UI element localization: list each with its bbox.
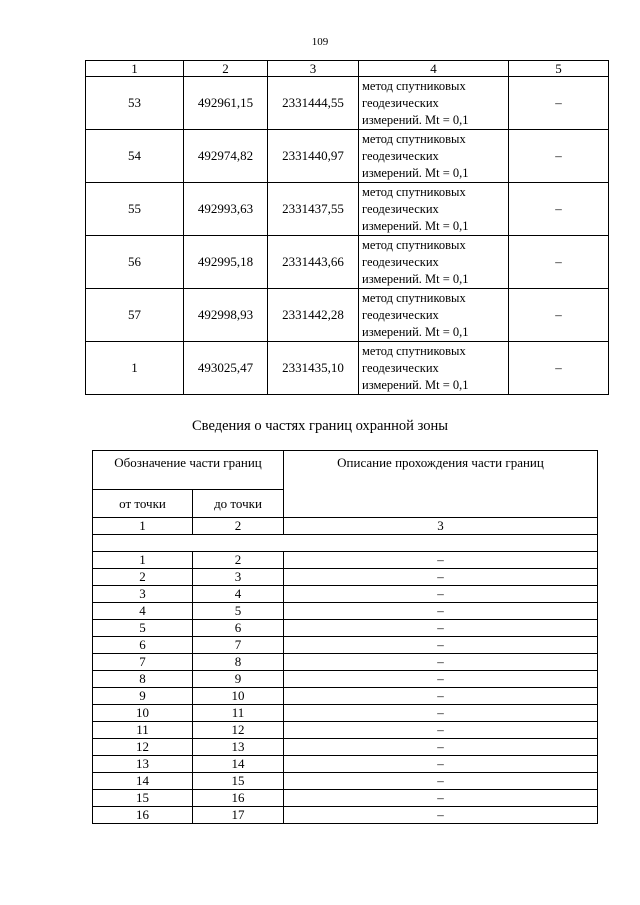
to-point-cell: 14	[193, 756, 284, 773]
from-point-cell: 8	[93, 671, 193, 688]
point-number-cell: 55	[86, 183, 184, 236]
header-from-point: от точки	[93, 490, 193, 518]
from-point-cell: 12	[93, 739, 193, 756]
table-row	[86, 130, 609, 183]
to-point-cell: 12	[193, 722, 284, 739]
x-coordinate-cell: 492993,63	[184, 183, 268, 236]
from-point-cell: 13	[93, 756, 193, 773]
description-cell: –	[284, 705, 598, 722]
blank-row	[93, 535, 598, 552]
to-point-cell: 5	[193, 603, 284, 620]
column-numbers-row	[93, 518, 598, 535]
section-title: Сведения о частях границ охранной зоны	[192, 418, 448, 434]
method-line: геодезических	[362, 148, 439, 163]
note-cell: –	[509, 77, 609, 130]
method-line: геодезических	[362, 254, 439, 269]
header-parts-designation: Обозначение части границ	[93, 451, 284, 490]
x-coordinate-cell: 493025,47	[184, 342, 268, 395]
to-point-cell: 11	[193, 705, 284, 722]
description-cell: –	[284, 637, 598, 654]
table-row	[86, 236, 609, 289]
description-cell: –	[284, 773, 598, 790]
column-number-1: 1	[93, 518, 193, 535]
table-row	[93, 739, 598, 756]
description-cell: –	[284, 654, 598, 671]
y-coordinate-cell: 2331440,97	[268, 130, 359, 183]
method-line: метод спутниковых	[362, 237, 466, 252]
y-coordinate-cell: 2331442,28	[268, 289, 359, 342]
table-row	[93, 688, 598, 705]
table-row	[86, 342, 609, 395]
note-cell: –	[509, 130, 609, 183]
table-row	[93, 654, 598, 671]
method-line: геодезических	[362, 307, 439, 322]
method-line: измерений. Mt = 0,1	[362, 165, 469, 180]
point-number-cell: 54	[86, 130, 184, 183]
y-coordinate-cell: 2331443,66	[268, 236, 359, 289]
method-line: измерений. Mt = 0,1	[362, 271, 469, 286]
note-cell: –	[509, 289, 609, 342]
to-point-cell: 17	[193, 807, 284, 824]
blank-cell	[93, 535, 598, 552]
table-row	[93, 603, 598, 620]
to-point-cell: 13	[193, 739, 284, 756]
description-cell: –	[284, 722, 598, 739]
method-line: измерений. Mt = 0,1	[362, 324, 469, 339]
method-line: измерений. Mt = 0,1	[362, 112, 469, 127]
table-row	[93, 722, 598, 739]
from-point-cell: 14	[93, 773, 193, 790]
table-row	[93, 620, 598, 637]
page-number: 109	[311, 36, 329, 48]
table-row	[93, 552, 598, 569]
method-cell	[359, 130, 509, 183]
description-cell: –	[284, 739, 598, 756]
point-number-cell: 56	[86, 236, 184, 289]
method-line: метод спутниковых	[362, 290, 466, 305]
method-line: метод спутниковых	[362, 78, 466, 93]
description-cell: –	[284, 671, 598, 688]
table-row	[86, 77, 609, 130]
y-coordinate-cell: 2331437,55	[268, 183, 359, 236]
note-cell: –	[509, 236, 609, 289]
table-row	[93, 705, 598, 722]
x-coordinate-cell: 492998,93	[184, 289, 268, 342]
from-point-cell: 2	[93, 569, 193, 586]
table-row	[93, 637, 598, 654]
table-header-row	[86, 61, 609, 77]
from-point-cell: 7	[93, 654, 193, 671]
from-point-cell: 5	[93, 620, 193, 637]
column-number-2: 2	[193, 518, 284, 535]
x-coordinate-cell: 492974,82	[184, 130, 268, 183]
coordinates-table	[85, 60, 609, 395]
point-number-cell: 53	[86, 77, 184, 130]
from-point-cell: 15	[93, 790, 193, 807]
from-point-cell: 6	[93, 637, 193, 654]
method-line: метод спутниковых	[362, 131, 466, 146]
from-point-cell: 10	[93, 705, 193, 722]
method-cell	[359, 183, 509, 236]
description-cell: –	[284, 688, 598, 705]
table-row	[93, 671, 598, 688]
to-point-cell: 3	[193, 569, 284, 586]
table-row	[86, 183, 609, 236]
from-point-cell: 4	[93, 603, 193, 620]
method-cell	[359, 342, 509, 395]
column-number-4: 4	[359, 61, 509, 77]
column-number-2: 2	[184, 61, 268, 77]
x-coordinate-cell: 492961,15	[184, 77, 268, 130]
description-cell: –	[284, 620, 598, 637]
y-coordinate-cell: 2331444,55	[268, 77, 359, 130]
table-row	[93, 586, 598, 603]
method-line: метод спутниковых	[362, 343, 466, 358]
x-coordinate-cell: 492995,18	[184, 236, 268, 289]
description-cell: –	[284, 807, 598, 824]
method-line: метод спутниковых	[362, 184, 466, 199]
note-cell: –	[509, 183, 609, 236]
header-parts-description: Описание прохождения части границ	[284, 451, 598, 518]
point-number-cell: 1	[86, 342, 184, 395]
method-line: геодезических	[362, 95, 439, 110]
description-cell: –	[284, 603, 598, 620]
description-cell: –	[284, 552, 598, 569]
method-line: измерений. Mt = 0,1	[362, 218, 469, 233]
boundary-parts-table	[92, 450, 598, 824]
from-point-cell: 9	[93, 688, 193, 705]
to-point-cell: 4	[193, 586, 284, 603]
to-point-cell: 9	[193, 671, 284, 688]
header-to-point: до точки	[193, 490, 284, 518]
table-row	[86, 289, 609, 342]
method-line: геодезических	[362, 360, 439, 375]
point-number-cell: 57	[86, 289, 184, 342]
table-row	[93, 756, 598, 773]
description-cell: –	[284, 756, 598, 773]
y-coordinate-cell: 2331435,10	[268, 342, 359, 395]
method-cell	[359, 289, 509, 342]
method-line: измерений. Mt = 0,1	[362, 377, 469, 392]
to-point-cell: 2	[193, 552, 284, 569]
to-point-cell: 15	[193, 773, 284, 790]
table-row	[93, 773, 598, 790]
table-row	[93, 569, 598, 586]
description-cell: –	[284, 586, 598, 603]
to-point-cell: 7	[193, 637, 284, 654]
to-point-cell: 16	[193, 790, 284, 807]
column-number-3: 3	[268, 61, 359, 77]
table-row	[93, 790, 598, 807]
note-cell: –	[509, 342, 609, 395]
description-cell: –	[284, 569, 598, 586]
from-point-cell: 3	[93, 586, 193, 603]
table-row	[93, 807, 598, 824]
method-cell	[359, 236, 509, 289]
method-cell	[359, 77, 509, 130]
description-cell: –	[284, 790, 598, 807]
from-point-cell: 1	[93, 552, 193, 569]
from-point-cell: 11	[93, 722, 193, 739]
column-number-5: 5	[509, 61, 609, 77]
method-line: геодезических	[362, 201, 439, 216]
table-header-row	[93, 451, 598, 490]
column-number-1: 1	[86, 61, 184, 77]
to-point-cell: 8	[193, 654, 284, 671]
column-number-3: 3	[284, 518, 598, 535]
to-point-cell: 6	[193, 620, 284, 637]
to-point-cell: 10	[193, 688, 284, 705]
from-point-cell: 16	[93, 807, 193, 824]
